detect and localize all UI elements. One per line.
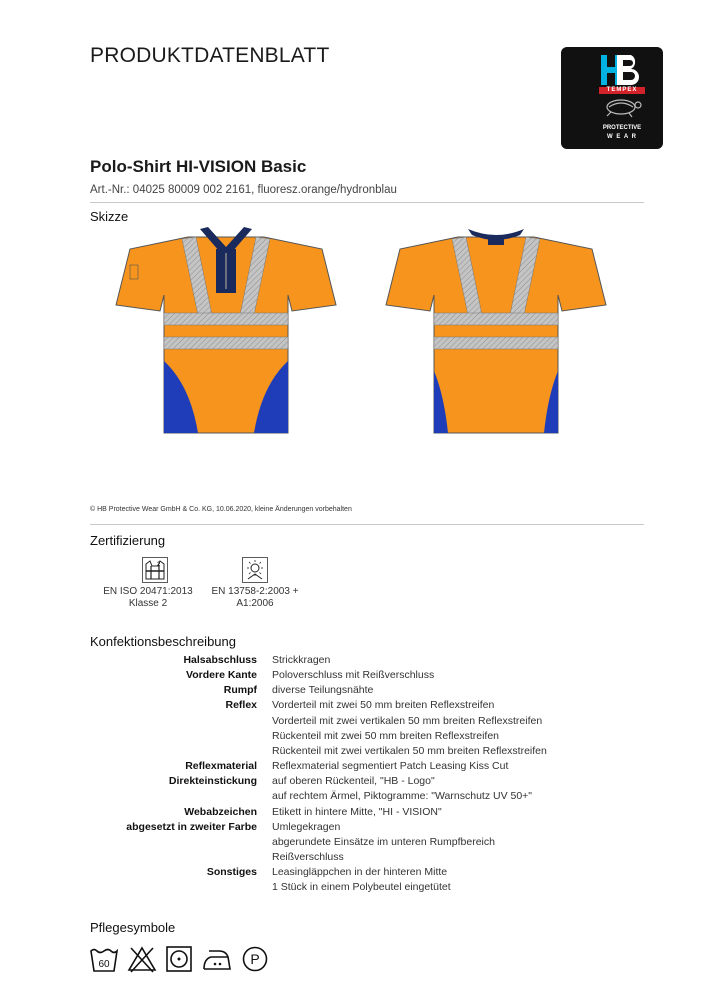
spec-row — [90, 653, 644, 668]
product-name: Polo-Shirt HI-VISION Basic — [90, 157, 307, 176]
spec-values — [272, 774, 532, 804]
spec-value: auf oberen Rückenteil, "HB - Logo" — [272, 775, 435, 788]
spec-values — [272, 698, 547, 759]
spec-key: Halsabschluss — [183, 654, 257, 666]
spec-value: Umlegekragen — [272, 820, 341, 833]
spec-table — [90, 653, 644, 896]
copyright-note: © HB Protective Wear GmbH & Co. KG, 10.06.2020, kleine Änderungen vorbehalten — [90, 506, 352, 513]
dryclean-letter: P — [250, 951, 260, 967]
wash-60-icon — [89, 945, 119, 973]
cert-line-1: EN 13758-2:2003 + — [211, 586, 299, 597]
spec-row — [90, 698, 644, 759]
spec-value: Rückenteil mit zwei 50 mm breiten Reflexstreifen — [272, 729, 500, 742]
page-title: PRODUKTDATENBLATT — [90, 44, 330, 67]
spec-values — [272, 683, 373, 698]
class-superscript: 2 — [157, 562, 161, 568]
logo-tagline-1: PROTECTIVE — [602, 125, 642, 131]
hi-vis-jacket-icon — [142, 557, 168, 583]
dryclean-p-icon — [241, 945, 269, 973]
turtle-icon — [607, 100, 641, 117]
spec-values — [272, 668, 434, 683]
divider — [90, 202, 644, 203]
spec-key: Rumpf — [223, 684, 257, 697]
spec-value: Vorderteil mit zwei vertikalen 50 mm breiten Reflexstreifen — [272, 714, 543, 727]
spec-key: Direkteinstickung — [168, 775, 257, 788]
spec-row — [90, 865, 644, 895]
spec-row — [90, 759, 644, 774]
cert-line-2: A1:2006 — [236, 598, 274, 609]
tumble-dry-icon — [165, 945, 193, 973]
spec-value: Etikett in hintere Mitte, "HI - VISION" — [272, 805, 442, 818]
spec-value: auf rechtem Ärmel, Piktogramme: "Warnschutz UV 50+" — [272, 790, 533, 803]
spec-value: 1 Stück in einem Polybeutel eingetütet — [272, 881, 451, 894]
spec-row — [90, 683, 644, 698]
spec-key: Webabzeichen — [184, 805, 257, 818]
spec-values — [272, 653, 330, 668]
uv-protection-icon — [242, 557, 268, 583]
spec-row — [90, 805, 644, 820]
logo-brand-line: TEMPEX — [606, 87, 638, 93]
spec-value: abgerundete Einsätze im unteren Rumpfbereich — [272, 835, 495, 848]
spec-key: abgesetzt in zweiter Farbe — [126, 820, 257, 833]
konfektion-heading: Konfektionsbeschreibung — [90, 634, 236, 649]
spec-key: Vordere Kante — [186, 669, 257, 682]
brand-logo — [561, 47, 663, 149]
spec-values — [272, 805, 442, 820]
cert-en-13758 — [195, 586, 315, 610]
spec-value: Strickkragen — [272, 654, 331, 666]
care-heading: Pflegesymbole — [90, 920, 176, 935]
cert-line-1: EN ISO 20471:2013 — [103, 586, 193, 597]
care-symbols — [89, 945, 269, 973]
cert-line-2: Klasse 2 — [128, 598, 168, 609]
cert-iso-20471 — [88, 586, 208, 610]
spec-value: Leasingläppchen in der hinteren Mitte — [272, 866, 448, 879]
spec-key: Reflexmaterial — [185, 760, 257, 773]
spec-value: Poloverschluss mit Reißverschluss — [272, 669, 435, 682]
shirt-back-sketch — [380, 225, 612, 440]
spec-key: Sonstiges — [206, 866, 257, 879]
wash-temp: 60 — [98, 959, 110, 970]
spec-value: Reißverschluss — [272, 851, 344, 864]
divider — [90, 524, 644, 525]
spec-values — [272, 820, 495, 865]
spec-key: Reflex — [225, 699, 257, 712]
spec-row — [90, 774, 644, 804]
article-number: Art.-Nr.: 04025 80009 002 2161, fluoresz.orange/hydronblau — [90, 184, 397, 196]
spec-value: Rückenteil mit zwei vertikalen 50 mm breiten Reflexstreifen — [272, 744, 547, 757]
no-bleach-icon — [127, 945, 157, 973]
spec-values — [272, 865, 451, 895]
spec-value: diverse Teilungsnähte — [272, 684, 374, 697]
sketch-heading: Skizze — [90, 209, 129, 224]
iron-icon — [201, 945, 233, 973]
spec-row — [90, 668, 644, 683]
spec-value: Vorderteil mit zwei 50 mm breiten Reflexstreifen — [272, 699, 495, 712]
logo-tagline-2: W E A R — [607, 134, 637, 140]
spec-values — [272, 759, 508, 774]
spec-row — [90, 820, 644, 865]
spec-value: Reflexmaterial segmentiert Patch Leasing Kiss Cut — [272, 760, 509, 773]
certification-heading: Zertifizierung — [90, 533, 166, 548]
shirt-front-sketch — [110, 225, 342, 440]
